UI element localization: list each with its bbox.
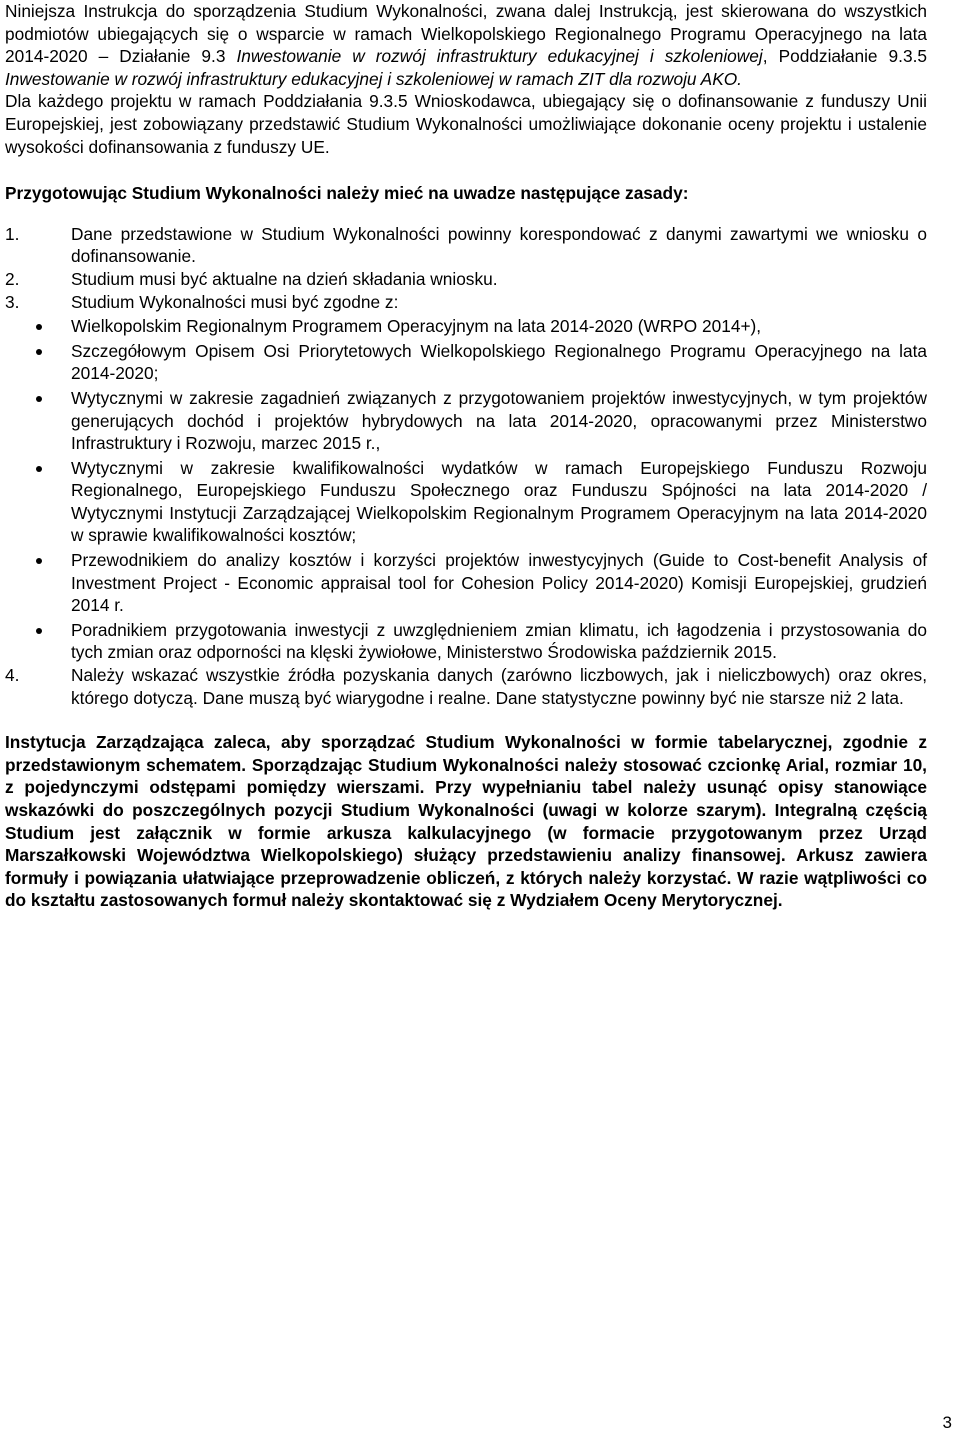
bullet-item: [5, 387, 927, 455]
bullet-item: [5, 549, 927, 617]
bullet-icon: [5, 315, 71, 337]
bullet-text: Poradnikiem przygotowania inwestycji z uwzględnieniem zmian klimatu, ich łagodzenia i przystosowania do tych zmian oraz odporności na klęski żywiołowe, Ministerstwo Środowiska październik 2015.: [71, 619, 927, 663]
list-item-text: Należy wskazać wszystkie źródła pozyskania danych (zarówno liczbowych, jak i nieliczbowych) oraz okres, którego dotyczą. Dane muszą być wiarygodne i realne. Dane statystyczne powinny być nie starsze niż 2 lata.: [71, 665, 927, 708]
bullet-item: [5, 619, 927, 664]
list-item-number: 3.: [5, 291, 20, 312]
intro-text-a: Niniejsza Instrukcja do sporządzenia Studium Wykonalności, zwana dalej Instrukcją, jest skierowana do wszystkich podmiotów ubiegających się o wsparcie w ramach Wielkopolskiego Regionalnego Programu Operacyjnego na lata 2014-2020 – Działanie 9.3: [5, 1, 927, 67]
principles-list: [5, 223, 927, 709]
list-item-number: 2.: [5, 268, 20, 289]
list-item-text: Studium musi być aktualne na dzień składania wniosku.: [71, 268, 498, 289]
bullet-icon: [5, 457, 71, 479]
bullet-item: [5, 457, 927, 547]
bullet-item: [5, 340, 927, 385]
compliance-bullet-list: [5, 315, 927, 664]
list-item-text: Studium Wykonalności musi być zgodne z:: [71, 291, 399, 312]
list-item-number: 4.: [5, 665, 20, 686]
intro-text-b: , Poddziałanie 9.3.5: [762, 46, 927, 67]
document-page: [5, 0, 927, 912]
page-number: 3: [942, 1413, 952, 1432]
intro-italic-b: Inwestowanie w rozwój infrastruktury edukacyjnej i szkoleniowej w ramach ZIT dla rozwoju AKO.: [5, 68, 742, 89]
bullet-text: Wytycznymi w zakresie kwalifikowalności wydatków w ramach Europejskiego Funduszu Rozwoju Regionalnego, Europejskiego Funduszu Społecznego oraz Funduszu Spójności na lata 2014-2020 / Wytycznymi Instytucji Zarządzającej Wielkopolskim Regionalnym Programem Operacyjnym na lata 2014-2020 w sprawie kwalifikowalności kosztów;: [71, 457, 927, 546]
bullet-icon: [5, 549, 71, 571]
bullet-icon: [5, 387, 71, 409]
list-item-number: 1.: [5, 223, 20, 244]
bullet-text: Wytycznymi w zakresie zagadnień związanych z przygotowaniem projektów inwestycyjnych, w tym projektów generujących dochód i projektów hybrydowych na lata 2014-2020, opracowanymi przez Ministerstwo Infrastruktury i Rozwoju, marzec 2015 r.,: [71, 387, 927, 454]
closing-paragraph: Instytucja Zarządzająca zaleca, aby sporządzać Studium Wykonalności w formie tabelarycznej, zgodnie z przedstawionym schematem. Sporządzając Studium Wykonalności należy stosować czcionkę Arial, rozmiar 10, z pojedynczymi odstępami pomiędzy wierszami. Przy wypełnianiu tabel należy usunąć opisy stanowiące wskazówki do poszczególnych pozycji Studium Wykonalności (uwagi w kolorze szarym). Integralną częścią Studium jest załącznik w formie arkusza kalkulacyjnego (w formacie przygotowanym przez Urząd Marszałkowski Województwa Wielkopolskiego) służący przedstawieniu analizy finansowej. Arkusz zawiera formuły i powiązania ułatwiające przeprowadzenie obliczeń, z których należy korzystać. W razie wątpliwości co do kształtu zastosowanych formuł należy skontaktować się z Wydziałem Oceny Merytorycznej.: [5, 732, 927, 911]
intro-italic-a: Inwestowanie w rozwój infrastruktury edukacyjnej i szkoleniowej: [225, 46, 763, 67]
principles-heading: Przygotowując Studium Wykonalności należy mieć na uwadze następujące zasady:: [5, 183, 689, 204]
list-item: [5, 664, 927, 709]
bullet-icon: [5, 619, 71, 641]
bullet-text: Wielkopolskim Regionalnym Programem Operacyjnym na lata 2014-2020 (WRPO 2014+),: [71, 316, 762, 337]
list-item: [5, 223, 927, 268]
bullet-item: [5, 315, 927, 338]
bullet-text: Przewodnikiem do analizy kosztów i korzyści projektów inwestycyjnych (Guide to Cost-benefit Analysis of Investment Project - Economic appraisal tool for Cohesion Policy 2014-2020) Komisji Europejskiej, grudzień 2014 r.: [71, 550, 927, 616]
intro-paragraph: [5, 0, 927, 90]
list-item: [5, 268, 927, 291]
bullet-text: Szczegółowym Opisem Osi Priorytetowych Wielkopolskiego Regionalnego Programu Operacyjnego na lata 2014-2020;: [71, 340, 927, 384]
list-item: [5, 291, 927, 314]
list-item-text: Dane przedstawione w Studium Wykonalności powinny korespondować z danymi zawartymi we wniosku o dofinansowanie.: [71, 223, 927, 267]
project-paragraph: Dla każdego projektu w ramach Poddziałania 9.3.5 Wnioskodawca, ubiegający się o dofinansowanie z funduszy Unii Europejskiej, jest zobowiązany przedstawić Studium Wykonalności umożliwiające dokonanie oceny projektu i ustalenie wysokości dofinansowania z funduszy UE.: [5, 91, 927, 157]
bullet-icon: [5, 340, 71, 362]
